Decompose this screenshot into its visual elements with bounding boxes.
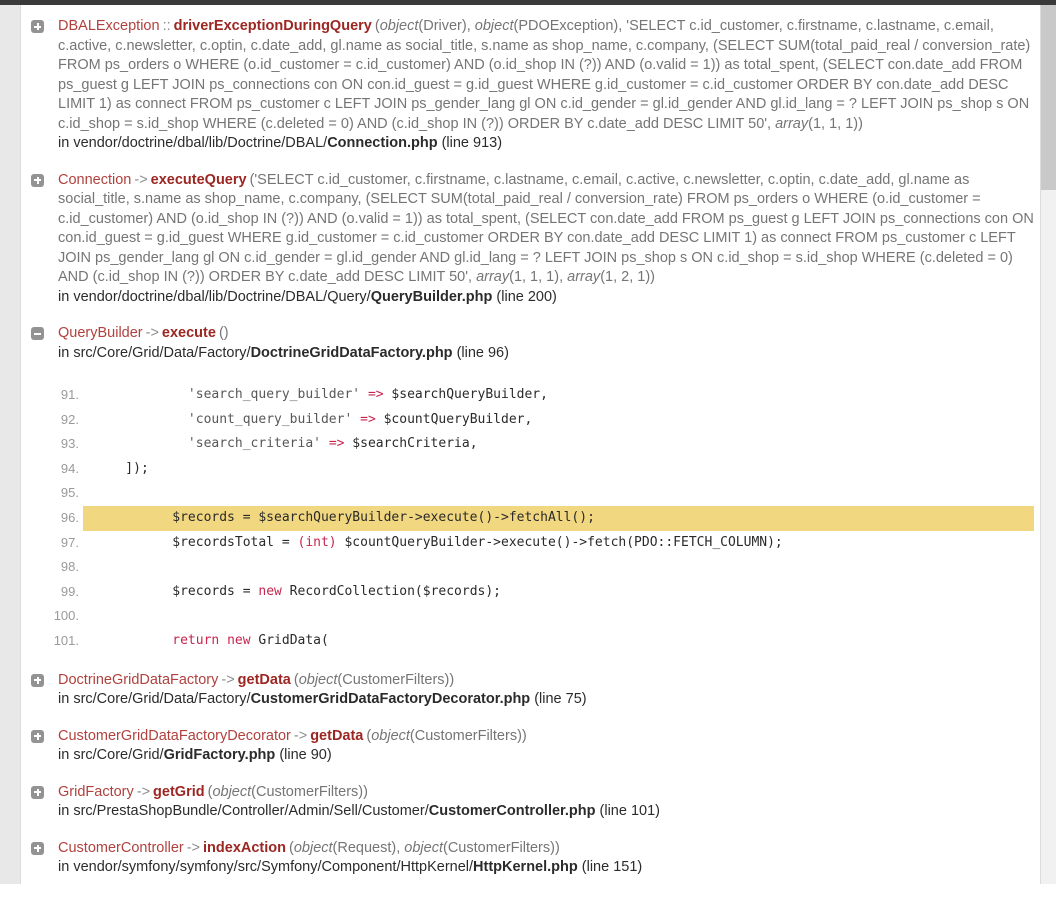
- code-line: [48, 481, 1034, 506]
- stack-frame-5: [31, 783, 1034, 822]
- plus-icon: [31, 174, 44, 187]
- frame-toggle-button[interactable]: [31, 730, 44, 743]
- trace-method-name: execute: [161, 325, 216, 341]
- plus-icon: [31, 730, 44, 743]
- code-line-number: 101.: [53, 632, 79, 648]
- trace-separator: ::: [162, 18, 171, 34]
- vertical-scrollbar[interactable]: [1040, 5, 1056, 884]
- trace-separator: ->: [145, 325, 159, 341]
- trace-location-line: (line 200): [496, 288, 557, 305]
- code-line-number: 92.: [60, 411, 79, 427]
- frame-header: [58, 839, 1034, 859]
- code-line-source: [83, 604, 1034, 629]
- plus-icon: [31, 20, 44, 33]
- trace-location-path: in src/Core/Grid/Data/Factory/: [58, 344, 251, 361]
- trace-location-path: in src/PrestaShopBundle/Controller/Admin/Sell/Customer/: [58, 803, 429, 820]
- trace-separator: ->: [293, 727, 308, 744]
- trace-separator: ->: [221, 671, 235, 688]
- frame-toggle-button[interactable]: [31, 174, 44, 187]
- code-line-number: 93.: [60, 436, 79, 452]
- trace-location-path: in src/Core/Grid/: [58, 747, 164, 764]
- code-line-number: 96.: [60, 509, 79, 525]
- stack-frame-3: [31, 671, 1034, 710]
- frame-toggle-button[interactable]: [31, 20, 44, 33]
- trace-class-name: CustomerController: [58, 839, 184, 856]
- trace-method-name: getGrid: [153, 783, 205, 800]
- code-line: [48, 432, 1034, 457]
- trace-class-name: Connection: [58, 171, 132, 188]
- code-line-number: 95.: [60, 485, 79, 501]
- code-line: [48, 629, 1034, 654]
- trace-location: [58, 288, 1034, 308]
- frame-header: [58, 727, 1034, 747]
- trace-location-file: Connection.php: [327, 135, 438, 151]
- stack-trace-panel: [21, 5, 1040, 915]
- trace-args: (object(Driver), object(PDOException), 'SELECT c.id_customer, c.firstname, c.lastname, c.email, c.active, c.newsletter, c.optin, c.date_add, gl.name as social_title, s.name as shop_name, c.company, (SELECT SUM(total_paid_real / conversion_rate) FROM ps_orders o WHERE (o.id_customer = c.id_customer) AND (o.id_shop IN (?)) AND (o.valid = 1)) as total_spent, (SELECT con.date_add FROM ps_guest g LEFT JOIN ps_connections con ON con.id_guest = g.id_guest WHERE g.id_customer = c.id_customer ORDER BY con.date_add DESC LIMIT 1) as connect FROM ps_customer c LEFT JOIN ps_gender_lang gl ON c.id_gender = gl.id_gender AND gl.id_lang = ? LEFT JOIN ps_shop s ON c.id_shop = s.id_shop WHERE (c.deleted = 0) AND (c.id_shop IN (?)) ORDER BY c.date_add DESC LIMIT 50', array(1, 1, 1)): [58, 18, 1031, 132]
- trace-args: (object(CustomerFilters)): [366, 727, 527, 744]
- trace-location-line: (line 90): [279, 747, 332, 764]
- trace-location: [58, 858, 1034, 878]
- code-line-number: 99.: [60, 583, 79, 599]
- code-line-source: return new GridData(: [172, 632, 329, 648]
- trace-location: [58, 802, 1034, 822]
- code-line-source: $recordsTotal = (int) $countQueryBuilder->execute()->fetch(PDO::FETCH_COLUMN);: [94, 534, 783, 550]
- plus-icon: [31, 842, 44, 855]
- code-excerpt: [48, 383, 1034, 654]
- frame-header: [58, 671, 1034, 691]
- highlighted-code-line-source: $records = $searchQueryBuilder->execute()->fetchAll();: [83, 506, 1034, 531]
- stack-frame-4: [31, 727, 1034, 766]
- trace-location: [58, 134, 1034, 154]
- trace-location-path: in src/Core/Grid/Data/Factory/: [58, 691, 251, 708]
- code-line-number: 91.: [60, 387, 79, 402]
- trace-location-file: DoctrineGridDataFactory.php: [250, 344, 453, 361]
- code-line: [48, 506, 1034, 531]
- trace-method-name: driverExceptionDuringQuery: [173, 18, 372, 34]
- code-line: [48, 457, 1034, 482]
- trace-method-name: executeQuery: [150, 171, 247, 188]
- frame-toggle-button[interactable]: [31, 842, 44, 855]
- trace-location-file: CustomerController.php: [428, 803, 596, 820]
- scrollbar-thumb[interactable]: [1041, 5, 1056, 190]
- trace-args: (object(CustomerFilters)): [207, 783, 368, 800]
- code-line: [48, 555, 1034, 580]
- trace-separator: ->: [186, 839, 201, 856]
- code-line-source: $records = new RecordCollection($records);: [94, 583, 502, 599]
- stack-frame-2: [31, 324, 1034, 654]
- trace-method-name: getData: [310, 727, 364, 744]
- trace-separator: ->: [134, 171, 148, 188]
- code-line-source: 'search_query_builder' => $searchQueryBuilder,: [187, 387, 548, 402]
- code-line-source: ]);: [94, 460, 149, 476]
- trace-location-file: QueryBuilder.php: [370, 288, 493, 305]
- code-line: [48, 604, 1034, 629]
- code-line-source: [83, 555, 1034, 580]
- top-border-bar: [0, 0, 1056, 5]
- trace-args: (object(CustomerFilters)): [293, 671, 455, 688]
- code-line-source: [83, 481, 1034, 506]
- frame-header: [58, 324, 1034, 344]
- minus-icon: [31, 327, 44, 340]
- trace-location: [58, 690, 1034, 710]
- trace-location-path: in vendor/doctrine/dbal/lib/Doctrine/DBAL/Query/: [58, 288, 371, 305]
- trace-location-file: CustomerGridDataFactoryDecorator.php: [250, 691, 531, 708]
- frame-toggle-button[interactable]: [31, 674, 44, 687]
- trace-location-line: (line 96): [456, 344, 509, 361]
- frame-toggle-button[interactable]: [31, 327, 44, 340]
- code-line-source: 'search_criteria' => $searchCriteria,: [187, 436, 478, 452]
- trace-class-name: QueryBuilder: [58, 325, 143, 341]
- trace-location-file: GridFactory.php: [163, 747, 276, 764]
- code-line-number: 97.: [60, 534, 79, 550]
- code-line: [48, 383, 1034, 408]
- left-gutter: [0, 5, 21, 884]
- trace-args: (): [218, 325, 229, 341]
- trace-location-path: in vendor/symfony/symfony/src/Symfony/Component/HttpKernel/: [58, 859, 474, 876]
- trace-class-name: GridFactory: [58, 783, 134, 800]
- trace-location: [58, 344, 1034, 364]
- code-line-number: 94.: [60, 460, 79, 476]
- trace-args: (object(Request), object(CustomerFilters)): [289, 839, 560, 856]
- trace-location-line: (line 75): [534, 691, 587, 708]
- stack-frame-1: [31, 171, 1034, 308]
- trace-class-name: DoctrineGridDataFactory: [58, 671, 219, 688]
- trace-class-name: CustomerGridDataFactoryDecorator: [58, 727, 291, 744]
- trace-method-name: indexAction: [203, 839, 286, 856]
- plus-icon: [31, 674, 44, 687]
- frame-toggle-button[interactable]: [31, 786, 44, 799]
- trace-method-name: getData: [237, 671, 291, 688]
- trace-location-file: HttpKernel.php: [473, 859, 578, 876]
- code-line-number: 98.: [60, 559, 79, 575]
- stack-frame-0: [31, 17, 1034, 154]
- code-line: [48, 531, 1034, 556]
- stack-frame-6: [31, 839, 1034, 878]
- code-line: [48, 408, 1034, 433]
- trace-location-path: in vendor/doctrine/dbal/lib/Doctrine/DBAL/: [58, 135, 328, 151]
- trace-separator: ->: [136, 783, 151, 800]
- frame-header: [58, 17, 1034, 134]
- plus-icon: [31, 786, 44, 799]
- trace-location-line: (line 151): [581, 859, 643, 876]
- trace-class-name: DBALException: [58, 18, 160, 34]
- trace-args: ('SELECT c.id_customer, c.firstname, c.lastname, c.email, c.active, c.newsletter, c.optin, c.date_add, gl.name as social_title, s.name as shop_name, c.company, (SELECT SUM(total_paid_real / conversion_rate) FROM ps_orders o WHERE (o.id_customer = c.id_customer) AND (o.id_shop IN (?)) AND (o.valid = 1)) as total_spent, (SELECT con.date_add FROM ps_guest g LEFT JOIN ps_connections con ON con.id_guest = g.id_guest WHERE g.id_customer = c.id_customer ORDER BY con.date_add DESC LIMIT 1) as connect FROM ps_customer c LEFT JOIN ps_gender_lang gl ON c.id_gender = gl.id_gender AND gl.id_lang = ? LEFT JOIN ps_shop s ON c.id_shop = s.id_shop WHERE (c.deleted = 0) AND (c.id_shop IN (?)) ORDER BY c.date_add DESC LIMIT 50', array(1, 1, 1), array(1, 2, 1)): [58, 171, 1034, 285]
- code-line: [48, 580, 1034, 605]
- code-line-source: 'count_query_builder' => $countQueryBuilder,: [187, 411, 533, 427]
- code-line-number: 100.: [53, 608, 79, 624]
- trace-location: [58, 746, 1034, 766]
- frame-header: [58, 783, 1034, 803]
- trace-location-line: (line 101): [599, 803, 660, 820]
- trace-location-line: (line 913): [441, 135, 503, 151]
- frame-header: [58, 171, 1034, 288]
